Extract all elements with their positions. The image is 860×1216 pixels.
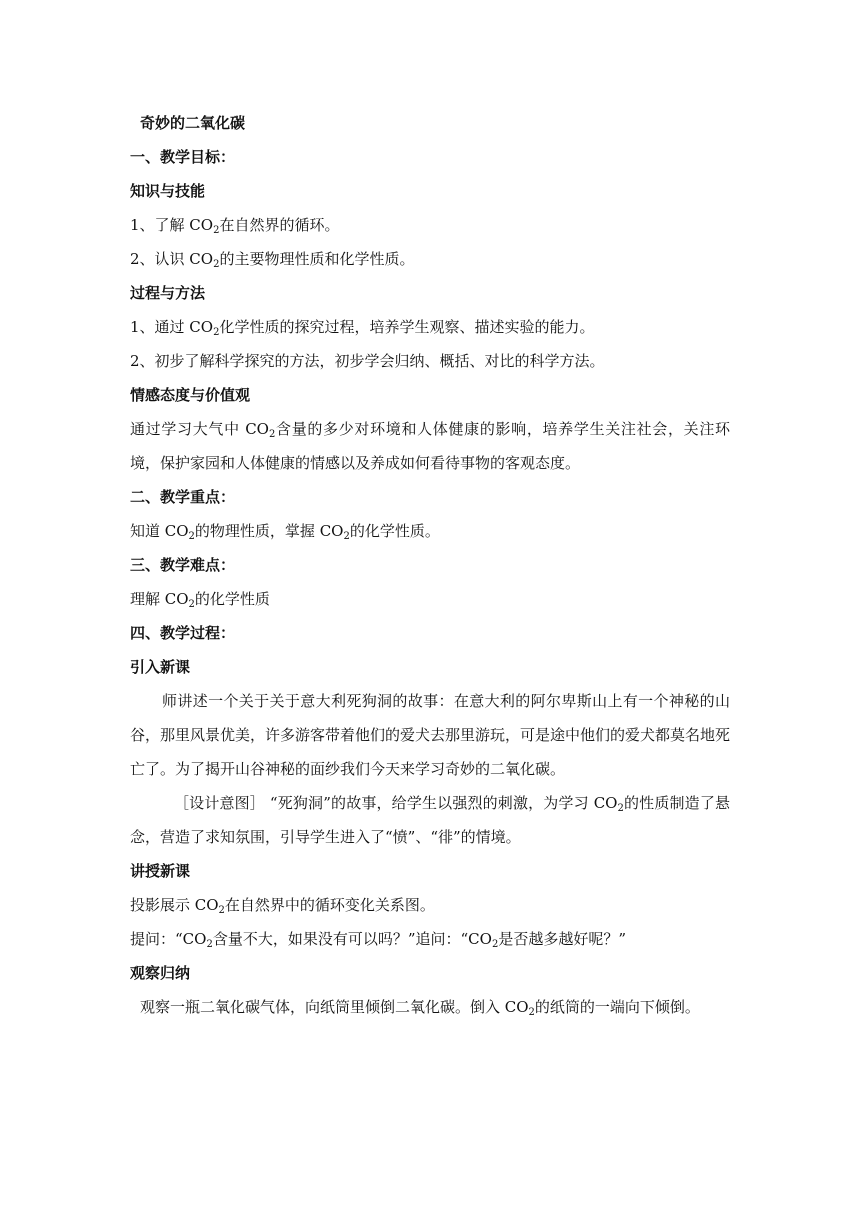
heading-knowledge: 知识与技能 [130, 182, 206, 200]
projection-text: 投影展示 $CO_2$在自然界中的循环变化关系图。 [130, 896, 435, 916]
process-item-1: 1、通过 $CO_2$化学性质的探究过程，培养学生观察、描述实验的能力。 [130, 318, 595, 338]
heading-objectives: 一、教学目标： [130, 148, 236, 166]
key-points-text: 知道 $CO_2$的物理性质，掌握 $CO_2$的化学性质。 [130, 522, 440, 542]
heading-emotion: 情感态度与价值观 [130, 386, 251, 404]
intro-paragraph: 师讲述一个关于关于意大利死狗洞的故事：在意大利的阿尔卑斯山上有一个神秘的山谷，那里风景优美，许多游客带着他们的爱犬去那里游玩，可是途中他们的爱犬都莫名地死亡了。为了揭开山谷神秘的面纱我们今天来学习奇妙的二氧化碳。 [130, 692, 731, 778]
doc-title: 奇妙的二氧化碳 [140, 114, 246, 132]
heading-observe: 观察归纳 [130, 964, 191, 982]
heading-key-points: 二、教学重点： [130, 488, 236, 506]
heading-procedure: 四、教学过程： [130, 624, 236, 642]
process-item-2: 2、初步了解科学探究的方法，初步学会归纳、概括、对比的科学方法。 [130, 352, 605, 370]
question-text: 提问：“$CO_2$含量不大，如果没有可以吗？”追问：“$CO_2$是否越多越好呢？” [130, 930, 626, 950]
heading-difficulties: 三、教学难点： [130, 556, 236, 574]
heading-intro: 引入新课 [130, 658, 191, 676]
knowledge-item-2: 2、认识 $CO_2$的主要物理性质和化学性质。 [130, 250, 415, 270]
emotion-paragraph: 通过学习大气中 $CO_2$含量的多少对环境和人体健康的影响，培养学生关注社会，关注环境，保护家园和人体健康的情感以及养成如何看待事物的客观态度。 [130, 420, 730, 472]
difficulties-text: 理解 $CO_2$的化学性质 [130, 590, 270, 610]
design-intent-paragraph: ［设计意图］ “死狗洞”的故事，给学生以强烈的刺激，为学习 $CO_2$的性质制造了悬念，营造了求知氛围，引导学生进入了“愤”、“徘”的情境。 [130, 794, 730, 846]
heading-teach: 讲授新课 [130, 862, 191, 880]
knowledge-item-1: 1、了解 $CO_2$在自然界的循环。 [130, 216, 340, 236]
heading-process: 过程与方法 [130, 284, 206, 302]
observe-paragraph: 观察一瓶二氧化碳气体，向纸筒里倾倒二氧化碳。倒入 $CO_2$的纸筒的一端向下倾倒。 [140, 998, 700, 1018]
document-body [130, 106, 730, 1024]
